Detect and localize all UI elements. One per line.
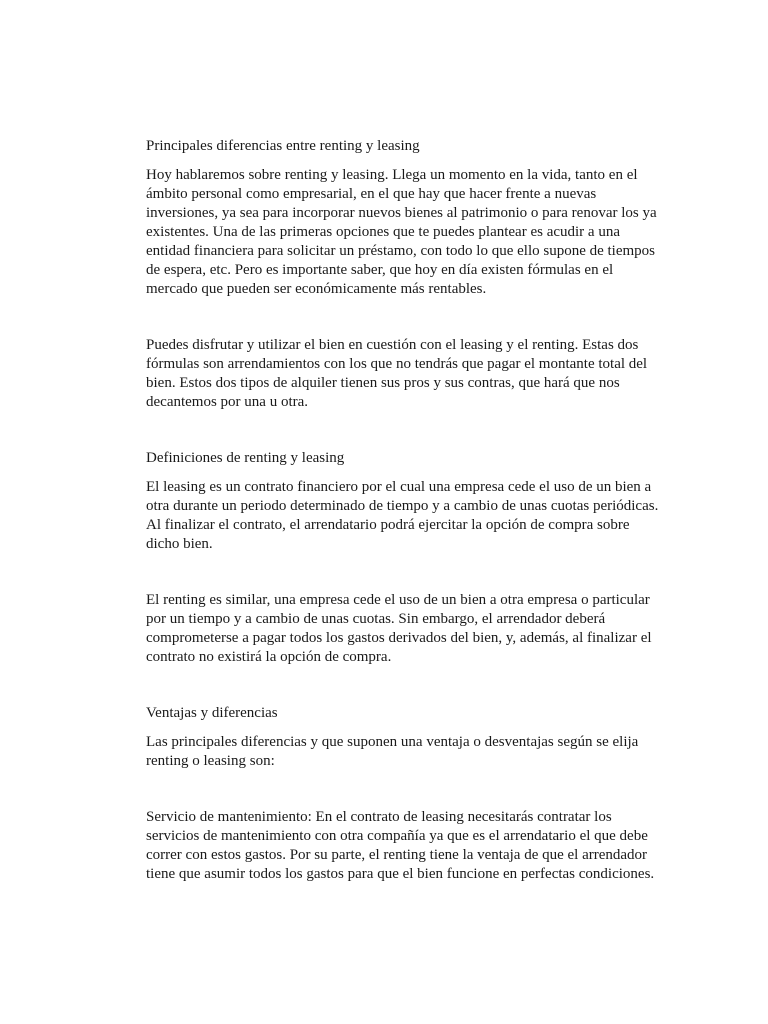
section-heading-definitions: Definiciones de renting y leasing: [146, 450, 345, 466]
spacer: [146, 771, 666, 808]
paragraph-intro: Hoy hablaremos sobre renting y leasing. Llega un momento en la vida, tanto en el ámbito personal como empresarial, en el que hay que hacer frente a nuevas inversiones, ya sea para incorporar nuevos bienes al patrimonio o para renovar los ya existentes. Una de las primeras opciones que te puedes plantear es acudir a una entidad financiera para solicitar un préstamo, con todo lo que ello supone de tiempos de espera, etc. Pero es importante saber, que hoy en día existen fórmulas en el mercado que pueden ser económicamente más rentables.: [146, 167, 657, 297]
spacer: [146, 667, 666, 704]
spacer: [146, 554, 666, 591]
section-heading-advantages: Ventajas y diferencias: [146, 705, 278, 721]
spacer: [146, 723, 666, 733]
spacer: [146, 299, 666, 336]
paragraph-renting-definition: El renting es similar, una empresa cede el uso de un bien a otra empresa o particular por un tiempo y a cambio de unas cuotas. Sin embargo, el arrendador deberá comprometerse a pagar todos los gastos derivados del bien, y, además, al finalizar el contrato no existirá la opción de compra.: [146, 592, 652, 665]
paragraph-differences-intro: Las principales diferencias y que suponen una ventaja o desventajas según se elija renting o leasing son:: [146, 734, 639, 769]
section-heading-differences: Principales diferencias entre renting y leasing: [146, 138, 420, 154]
paragraph-maintenance-service: Servicio de mantenimiento: En el contrato de leasing necesitarás contratar los servicios de mantenimiento con otra compañía ya que es el arrendatario el que debe correr con estos gastos. Por su parte, el renting tiene la ventaja de que el arrendador tiene que asumir todos los gastos para que el bien funcione en perfectas condiciones.: [146, 809, 655, 882]
paragraph-leasing-definition: El leasing es un contrato financiero por el cual una empresa cede el uso de un bien a otra durante un periodo determinado de tiempo y a cambio de unas cuotas periódicas. Al finalizar el contrato, el arrendatario podrá ejercitar la opción de compra sobre dicho bien.: [146, 479, 659, 552]
document-body: [146, 137, 666, 884]
spacer: [146, 412, 666, 449]
spacer: [146, 156, 666, 166]
spacer: [146, 468, 666, 478]
paragraph-overview: Puedes disfrutar y utilizar el bien en cuestión con el leasing y el renting. Estas dos fórmulas son arrendamientos con los que no tendrás que pagar el montante total del bien. Estos dos tipos de alquiler tienen sus pros y sus contras, que hará que nos decantemos por una u otra.: [146, 337, 648, 410]
